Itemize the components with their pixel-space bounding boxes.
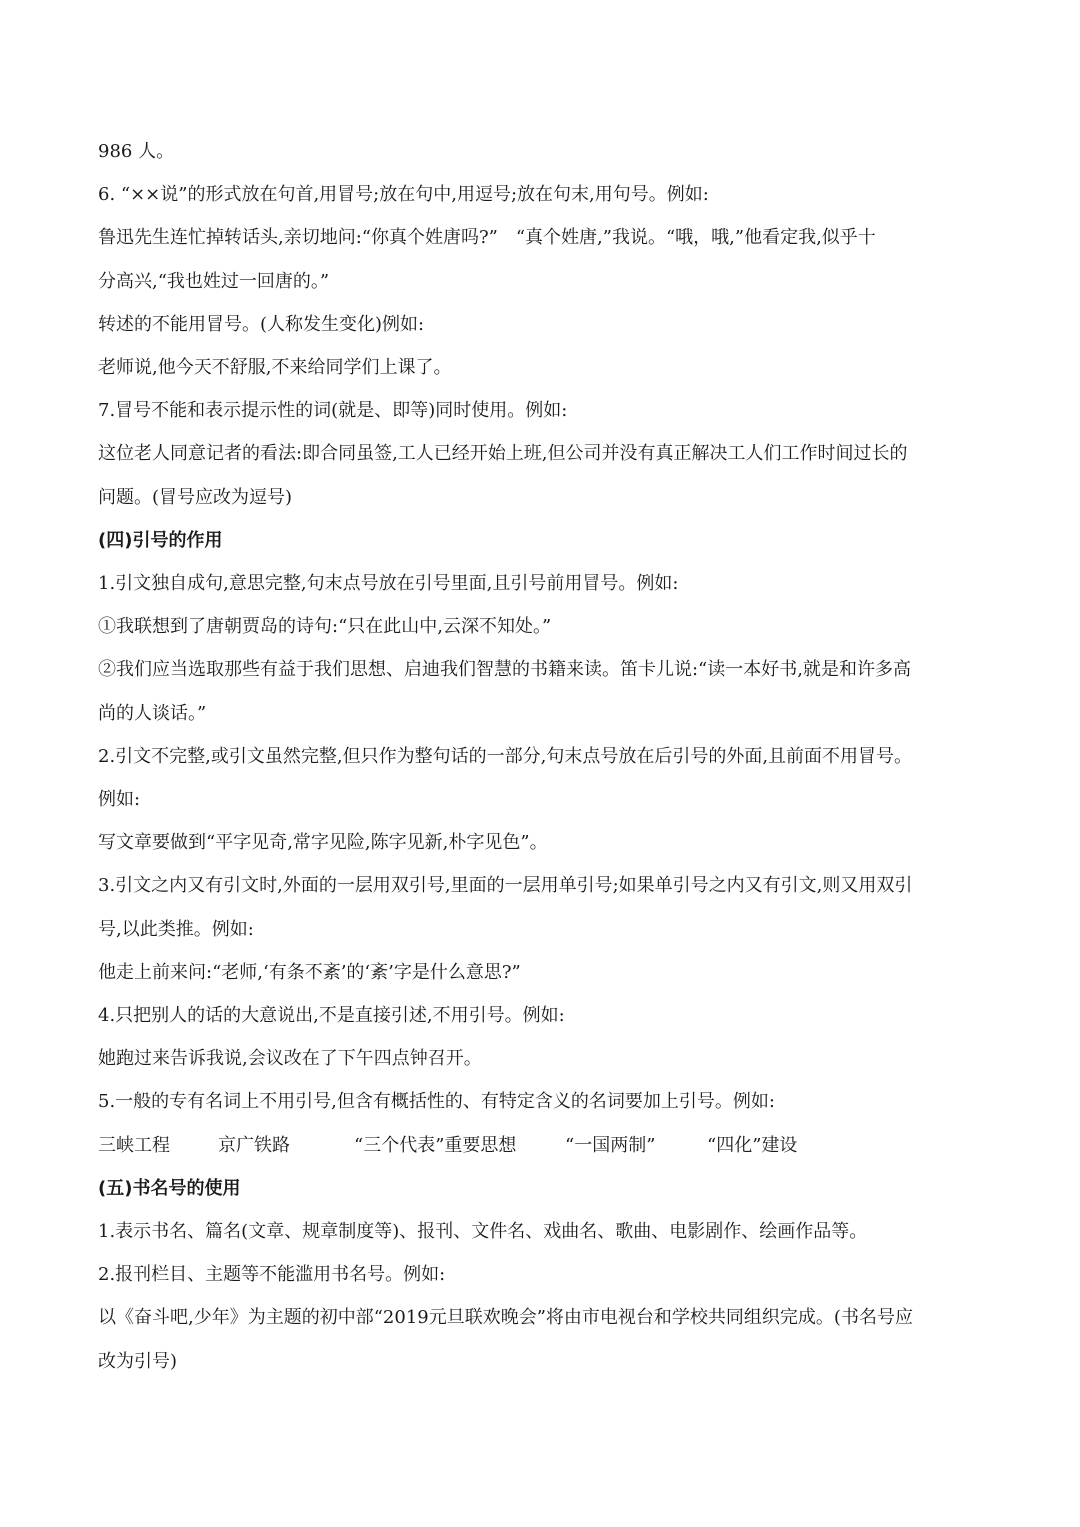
quotes-example-4: 他走上前来问:“老师,‘有条不紊’的‘紊’字是什么意思?” — [98, 961, 521, 983]
example-elder-line-1: 这位老人同意记者的看法:即合同虽签,工人已经开始上班,但公司并没有真正解决工人们工作时间过长的 — [98, 443, 908, 465]
term-item: “四化”建设 — [707, 1134, 798, 1156]
quotes-rule-4: 4.只把别人的话的大意说出,不是直接引述,不用引号。例如: — [98, 1005, 565, 1027]
rule-7: 7.冒号不能和表示提示性的词(就是、即等)同时使用。例如: — [98, 400, 568, 422]
example-teacher: 老师说,他今天不舒服,不来给同学们上课了。 — [98, 357, 452, 379]
section-heading-quotes: (四)引号的作用 — [98, 529, 223, 551]
quotes-example-5: 她跑过来告诉我说,会议改在了下午四点钟召开。 — [98, 1048, 482, 1070]
book-marks-example-line-1: 以《奋斗吧,少年》为主题的初中部“2019元旦联欢晚会”将由市电视台和学校共同组织完成。(书名号应 — [98, 1307, 913, 1329]
quotes-rule-2-line-2: 例如: — [98, 789, 141, 811]
quotes-example-2-line-2: 尚的人谈话。” — [98, 702, 207, 724]
quotes-rule-3-line-1: 3.引文之内又有引文时,外面的一层用双引号,里面的一层用单引号;如果单引号之内又有引文,则又用双引 — [98, 875, 913, 897]
term-item: 三峡工程 — [98, 1134, 170, 1156]
text-line-continuation: 986 人。 — [98, 141, 175, 162]
example-luxun-line-1: 鲁迅先生连忙掉转话头,亲切地问:“你真个姓唐吗?” “真个姓唐,”我说。“哦，哦,”他看定我,似乎十 — [98, 227, 876, 249]
quotes-example-2-line-1: ②我们应当选取那些有益于我们思想、启迪我们智慧的书籍来读。笛卡儿说:“读一本好书,就是和许多高 — [98, 659, 911, 681]
quotes-rule-5: 5.一般的专有名词上不用引号,但含有概括性的、有特定含义的名词要加上引号。例如: — [98, 1091, 775, 1113]
quotes-rule-1: 1.引文独自成句,意思完整,句末点号放在引号里面,且引号前用冒号。例如: — [98, 573, 679, 595]
term-item: 京广铁路 — [218, 1134, 290, 1156]
document-body — [98, 130, 986, 1383]
quotes-example-3: 写文章要做到“平字见奇,常字见险,陈字见新,朴字见色”。 — [98, 832, 548, 854]
quotes-example-1: ①我联想到了唐朝贾岛的诗句:“只在此山中,云深不知处。” — [98, 616, 552, 638]
quotes-rule-3-line-2: 号,以此类推。例如: — [98, 918, 254, 940]
quotes-rule-2-line-1: 2.引文不完整,或引文虽然完整,但只作为整句话的一部分,句末点号放在后引号的外面,且前面不用冒号。 — [98, 745, 913, 767]
book-marks-rule-1: 1.表示书名、篇名(文章、规章制度等)、报刊、文件名、戏曲名、歌曲、电影剧作、绘画作品等。 — [98, 1221, 868, 1243]
book-marks-example-line-2: 改为引号) — [98, 1350, 178, 1372]
term-item: “三个代表”重要思想 — [354, 1134, 517, 1156]
section-heading-book-title-marks: (五)书名号的使用 — [98, 1177, 241, 1199]
book-marks-rule-2: 2.报刊栏目、主题等不能滥用书名号。例如: — [98, 1264, 446, 1286]
example-luxun-line-2: 分高兴,“我也姓过一回唐的。” — [98, 270, 330, 292]
example-elder-line-2: 问题。(冒号应改为逗号) — [98, 486, 293, 508]
proper-noun-examples — [98, 1124, 986, 1167]
rule-6-note: 转述的不能用冒号。(人称发生变化)例如: — [98, 313, 425, 335]
rule-6: 6. “××说”的形式放在句首,用冒号;放在句中,用逗号;放在句末,用句号。例如: — [98, 184, 709, 206]
term-item: “一国两制” — [565, 1134, 656, 1156]
